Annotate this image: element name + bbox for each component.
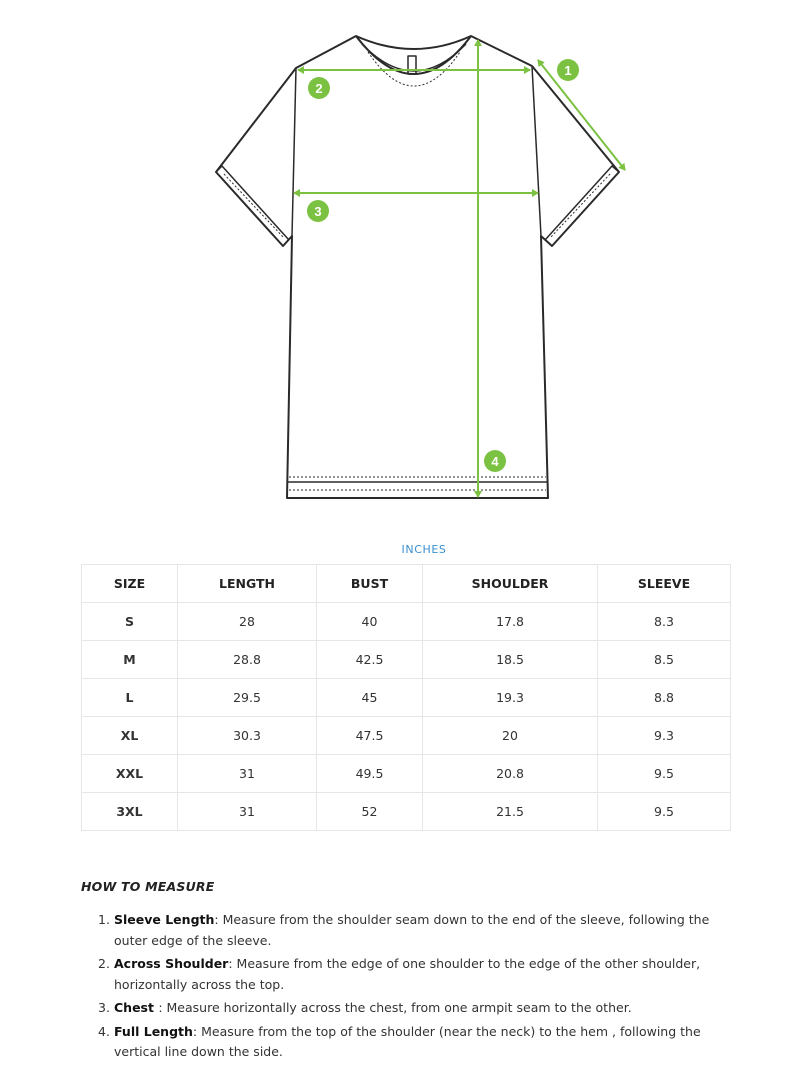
shoulder-cell: 20	[423, 717, 598, 755]
list-item	[98, 998, 714, 1019]
list-item	[98, 1022, 714, 1063]
bust-cell: 40	[317, 603, 423, 641]
table-row	[82, 641, 731, 679]
marker-3-label: 3	[314, 204, 322, 219]
size-cell: L	[82, 679, 178, 717]
sleeve-cell: 9.5	[598, 755, 731, 793]
bust-cell: 45	[317, 679, 423, 717]
step-text: : Measure from the shoulder seam down to the end of the sleeve, following the outer edge of the sleeve.	[114, 912, 710, 948]
size-cell: M	[82, 641, 178, 679]
sleeve-cell: 8.3	[598, 603, 731, 641]
length-cell: 30.3	[178, 717, 317, 755]
sleeve-cell: 9.3	[598, 717, 731, 755]
length-cell: 31	[178, 755, 317, 793]
sleeve-length-line	[538, 60, 625, 170]
size-cell: XL	[82, 717, 178, 755]
measurement-lines	[294, 40, 625, 497]
tshirt-outline	[216, 36, 619, 498]
header-shoulder: SHOULDER	[423, 565, 598, 603]
table-row	[82, 603, 731, 641]
step-number: 4.	[98, 1023, 110, 1039]
tshirt-measurement-diagram	[0, 0, 800, 520]
marker-2-label: 2	[315, 81, 323, 96]
sleeve-cell: 9.5	[598, 793, 731, 831]
size-cell: 3XL	[82, 793, 178, 831]
step-term: Chest	[114, 1000, 159, 1015]
marker-1-label: 1	[564, 63, 572, 78]
step-term: Full Length	[114, 1023, 193, 1039]
step-text: : Measure horizontally across the chest, from one armpit seam to the other.	[158, 1000, 632, 1015]
marker-4	[484, 450, 506, 472]
step-number: 3.	[98, 1000, 110, 1015]
header-sleeve: SLEEVE	[598, 565, 731, 603]
step-text: : Measure from the edge of one shoulder to the edge of the other shoulder, horizontally across the top.	[114, 956, 701, 992]
shoulder-cell: 17.8	[423, 603, 598, 641]
bust-cell: 42.5	[317, 641, 423, 679]
length-cell: 31	[178, 793, 317, 831]
shoulder-cell: 21.5	[423, 793, 598, 831]
unit-label: INCHES	[401, 543, 447, 556]
size-cell: XXL	[82, 755, 178, 793]
marker-1	[557, 59, 579, 81]
length-cell: 28	[178, 603, 317, 641]
header-size: SIZE	[82, 565, 178, 603]
size-cell: S	[82, 603, 178, 641]
marker-4-label: 4	[491, 454, 499, 469]
marker-2	[308, 77, 330, 99]
step-text: : Measure from the top of the shoulder (near the neck) to the hem , following the vertical line down the side.	[114, 1023, 701, 1059]
measure-steps-list	[98, 910, 714, 1066]
list-item	[98, 910, 714, 951]
step-term: Sleeve Length	[114, 912, 215, 927]
table-row	[82, 755, 731, 793]
shoulder-cell: 18.5	[423, 641, 598, 679]
bust-cell: 47.5	[317, 717, 423, 755]
bust-cell: 52	[317, 793, 423, 831]
sleeve-cell: 8.5	[598, 641, 731, 679]
table-header-row	[82, 565, 731, 603]
table-row	[82, 717, 731, 755]
table-row	[82, 793, 731, 831]
how-to-measure-title: HOW TO MEASURE	[81, 879, 215, 894]
sleeve-cell: 8.8	[598, 679, 731, 717]
marker-3	[307, 200, 329, 222]
length-cell: 28.8	[178, 641, 317, 679]
shoulder-cell: 20.8	[423, 755, 598, 793]
header-length: LENGTH	[178, 565, 317, 603]
list-item	[98, 954, 714, 995]
size-chart-table	[81, 564, 731, 831]
step-number: 2.	[98, 956, 110, 971]
length-cell: 29.5	[178, 679, 317, 717]
header-bust: BUST	[317, 565, 423, 603]
step-number: 1.	[98, 912, 110, 927]
bust-cell: 49.5	[317, 755, 423, 793]
shoulder-cell: 19.3	[423, 679, 598, 717]
table-row	[82, 679, 731, 717]
step-term: Across Shoulder	[114, 956, 229, 971]
